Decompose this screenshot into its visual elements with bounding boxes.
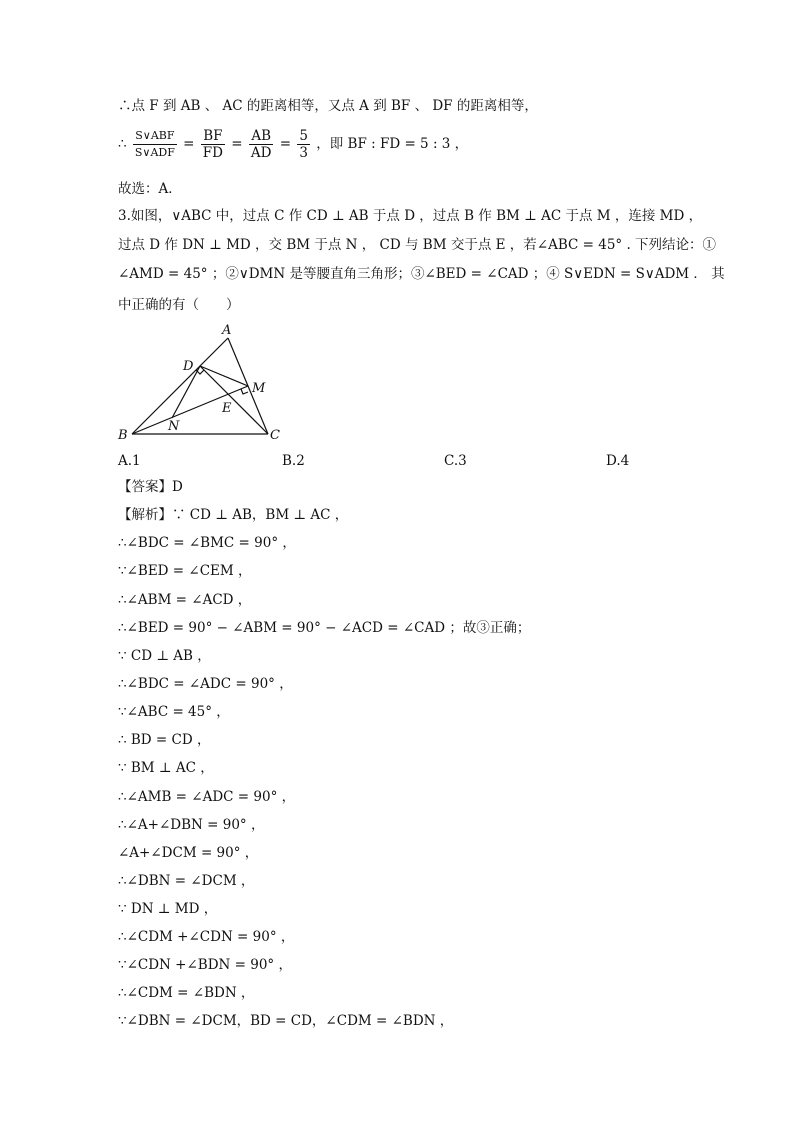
equals-sign: = <box>183 136 195 152</box>
equals-sign: = <box>279 136 292 152</box>
fraction-numerator: AB <box>249 128 274 145</box>
fraction-numerator: S∨ABF <box>133 128 177 145</box>
choice-a: A.1 <box>118 453 141 469</box>
label-a: A <box>222 323 232 338</box>
right-angle-mark-m <box>241 389 248 394</box>
choice-b: B.2 <box>282 453 305 469</box>
solution-line: ∴∠CDM +∠CDN = 90° ， <box>118 929 295 945</box>
problem-text: 中正确的有（ ） <box>118 297 240 313</box>
label-b: B <box>118 428 128 443</box>
geometry-figure <box>110 318 310 448</box>
ratio-equation <box>118 128 468 161</box>
fraction-denominator: S∨ADF <box>134 146 175 159</box>
choice-c: C.3 <box>444 453 467 469</box>
label-n: N <box>168 419 180 434</box>
solution-line: ∴∠ABM = ∠ACD ， <box>118 592 252 608</box>
fraction-ab-ad <box>249 128 274 161</box>
solution-line: ∵∠ABC = 45° ， <box>118 704 230 720</box>
solution-line: ∴∠A+∠DBN = 90° ， <box>118 817 265 833</box>
fraction-denominator: AD <box>250 145 272 161</box>
text-line: ∴点 F 到 AB 、 AC 的距离相等，又点 A 到 BF 、 DF 的距离相等， <box>118 98 538 114</box>
solution-line: ∴∠BDC = ∠ADC = 90° ， <box>118 676 293 692</box>
fraction-denominator: 3 <box>299 145 308 161</box>
segment-cd <box>200 366 268 434</box>
solution-line: ∵ BM ⊥ AC ， <box>118 760 214 776</box>
ratio-conclusion: ，即 BF : FD = 5 : 3 ， <box>316 136 469 152</box>
fraction-area-ratio <box>133 128 177 161</box>
solution-line: 【解析】∵ CD ⊥ AB，BM ⊥ AC ， <box>118 507 349 523</box>
solution-line: ∵∠BED = ∠CEM ， <box>118 563 252 579</box>
problem-text: 3.如图，∨ABC 中，过点 C 作 CD ⊥ AB 于点 D ，过点 B 作 BM ⊥ AC 于点 M ，连接 MD ， <box>118 208 703 224</box>
fraction-bf-fd <box>201 128 225 161</box>
solution-line: ∴ BD = CD ， <box>118 732 211 748</box>
solution-line: ∴∠AMB = ∠ADC = 90° ， <box>118 789 296 805</box>
solution-line: ∵ DN ⊥ MD ， <box>118 901 218 917</box>
label-c: C <box>270 428 280 443</box>
solution-line: ∵∠CDN +∠BDN = 90° ， <box>118 957 292 973</box>
solution-line: ∵ CD ⊥ AB ， <box>118 648 211 664</box>
label-m: M <box>252 381 266 396</box>
fraction-5-3 <box>297 128 310 161</box>
equals-sign: = <box>231 136 243 152</box>
solution-line: ∵∠DBN = ∠DCM，BD = CD，∠CDM = ∠BDN ， <box>118 1013 454 1029</box>
fraction-denominator: FD <box>202 145 223 161</box>
therefore-symbol: ∴ <box>118 136 127 152</box>
solution-line: ∴∠BDC = ∠BMC = 90° ， <box>118 535 296 551</box>
side-ab <box>132 338 228 434</box>
solution-line: ∴∠DBN = ∠DCM ， <box>118 873 255 889</box>
choice-d: D.4 <box>606 453 630 469</box>
solution-line: ∴∠BED = 90° − ∠ABM = 90° − ∠ACD = ∠CAD ；故③正确； <box>118 620 531 636</box>
problem-text: 过点 D 作 DN ⊥ MD ，交 BM 于点 N ， CD 与 BM 交于点 E ，若∠ABC = 45° . 下列结论：① <box>118 237 717 253</box>
answer-choice-line: 故选：A． <box>118 181 182 197</box>
label-e: E <box>222 401 232 416</box>
fraction-numerator: BF <box>201 128 225 145</box>
solution-line: ∴∠CDM = ∠BDN ， <box>118 985 255 1001</box>
problem-text: ∠AMD = 45° ；②∨DMN 是等腰直角三角形；③∠BED = ∠CAD ；④ S∨EDN = S∨ADM ． 其 <box>118 266 725 282</box>
right-angle-mark-d <box>196 370 204 374</box>
label-d: D <box>183 359 194 374</box>
answer-label: 【答案】D <box>118 479 183 495</box>
fraction-numerator: 5 <box>299 128 308 144</box>
solution-line: ∠A+∠DCM = 90° ， <box>118 845 259 861</box>
